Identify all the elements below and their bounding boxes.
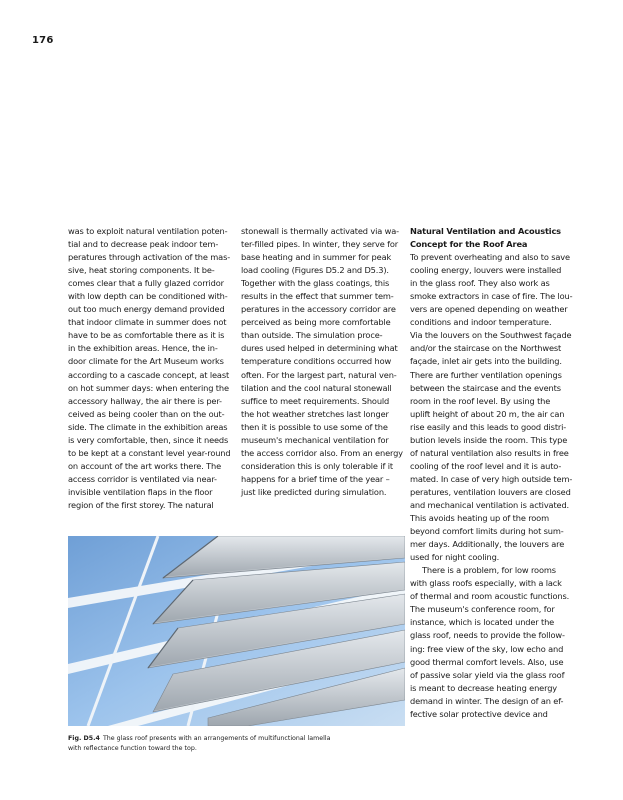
text-line: Via the louvers on the Southwest façade — [410, 330, 572, 341]
text-line: to be kept at a constant level year-round — [68, 447, 231, 458]
text-line: fective solar protective device and — [410, 708, 548, 719]
text-line: used for night cooling. — [410, 552, 500, 563]
text-line: conditions and indoor temperature. — [410, 317, 552, 328]
text-line: cooling of the roof level and it is auto- — [410, 460, 562, 471]
text-line: out too much energy demand provided — [68, 304, 225, 315]
page-number: 176 — [32, 35, 54, 46]
text-line: often. For the largest part, natural ven- — [241, 369, 397, 380]
text-line: ter-filled pipes. In winter, they serve for — [241, 239, 399, 250]
text-line: accessory hallway, the air there is per- — [68, 395, 222, 406]
text-line: To prevent overheating and also to save — [410, 252, 570, 263]
text-line: sive, heat storing components. It be- — [68, 265, 215, 276]
text-line: museum's mechanical ventilation for — [241, 434, 389, 445]
section-heading — [410, 225, 575, 251]
text-line: room in the roof level. By using the — [410, 395, 551, 406]
text-line: ceived as being cooler than on the out- — [68, 408, 225, 419]
text-line: side. The climate in the exhibition areas — [68, 421, 228, 432]
figure-caption — [68, 734, 408, 753]
text-line: façade, inlet air gets into the building. — [410, 356, 562, 367]
text-line: of passive solar yield via the glass roof — [410, 669, 565, 680]
text-line: There is a problem, for low rooms — [422, 565, 556, 576]
text-line: with glass roofs especially, with a lack — [410, 578, 562, 589]
text-line: base heating and in summer for peak — [241, 252, 392, 263]
text-line: tial and to decrease peak indoor tem- — [68, 239, 219, 250]
text-line: just like predicted during simulation. — [241, 486, 387, 497]
text-line: perceived as being more comfortable — [241, 317, 391, 328]
text-line: the hot weather stretches last longer — [241, 408, 389, 419]
text-line: good thermal comfort levels. Also, use — [410, 656, 564, 667]
text-line: is meant to decrease heating energy — [410, 682, 558, 693]
text-line: temperature conditions occurred how — [241, 356, 392, 367]
text-line: Natural Ventilation and Acoustics — [410, 226, 561, 236]
text-line: uplift height of about 20 m, the air can — [410, 408, 565, 419]
text-line: and/or the staircase on the Northwest — [410, 343, 562, 354]
text-line: smoke extractors in case of fire. The lou- — [410, 291, 573, 302]
text-line: of natural ventilation also results in free — [410, 447, 569, 458]
text-line: comes clear that a fully glazed corridor — [68, 278, 224, 289]
text-line: door climate for the Art Museum works — [68, 356, 224, 367]
text-line: suffice to meet requirements. Should — [241, 395, 390, 406]
text-line: with low depth can be conditioned with- — [68, 291, 228, 302]
text-line: There are further ventilation openings — [410, 369, 562, 380]
text-line: rise easily and this leads to good distri- — [410, 421, 567, 432]
text-line: and mechanical ventilation is activated. — [410, 499, 570, 510]
text-line: instance, which is located under the — [410, 617, 555, 628]
text-line: bution levels inside the room. This type — [410, 434, 568, 445]
text-line: The museum's conference room, for — [410, 604, 555, 615]
figure-label: Fig. D5.4 — [68, 735, 100, 742]
text-line: that indoor climate in summer does not — [68, 317, 227, 328]
caption-text: The glass roof presents with an arrangements of multifunctional lamella — [102, 735, 331, 742]
text-line: in the glass roof. They also work as — [410, 278, 550, 289]
text-column-2 — [241, 225, 405, 499]
text-line: peratures through activation of the mas- — [68, 252, 231, 263]
text-line: load cooling (Figures D5.2 and D5.3). — [241, 265, 389, 276]
text-line: results in the effect that summer tem- — [241, 291, 394, 302]
glass-roof-photo — [68, 536, 405, 726]
text-line: Concept for the Roof Area — [410, 239, 528, 250]
text-line: access corridor is ventilated via near- — [68, 473, 217, 484]
text-column-3 — [410, 225, 575, 721]
text-line: in the exhibition areas. Hence, the in- — [68, 343, 218, 354]
text-line: Together with the glass coatings, this — [241, 278, 390, 289]
text-line: demand in winter. The design of an ef- — [410, 695, 564, 706]
text-line: of thermal and room acoustic functions. — [410, 591, 570, 602]
text-line: region of the first storey. The natural — [68, 499, 214, 510]
text-line: cooling energy, louvers were installed — [410, 265, 562, 276]
text-line: happens for a brief time of the year – — [241, 473, 390, 484]
text-line: according to a cascade concept, at least — [68, 369, 230, 380]
text-line: on account of the art works there. The — [68, 460, 222, 471]
text-line: between the staircase and the events — [410, 382, 561, 393]
caption-text-line2: with reflectance function toward the top. — [68, 744, 197, 752]
text-line: ing: free view of the sky, low echo and — [410, 643, 564, 654]
text-line: dures used helped in determining what — [241, 343, 398, 354]
text-line: was to exploit natural ventilation poten- — [68, 226, 228, 236]
text-line: have to be as comfortable there as it is — [68, 330, 225, 341]
text-line: mated. In case of very high outside tem- — [410, 473, 573, 484]
text-line: then it is possible to use some of the — [241, 421, 388, 432]
text-line: is very comfortable, then, since it needs — [68, 434, 229, 445]
text-line: This avoids heating up of the room — [410, 513, 549, 524]
text-line: on hot summer days: when entering the — [68, 382, 229, 393]
text-line: mer days. Additionally, the louvers are — [410, 539, 565, 550]
text-line: invisible ventilation flaps in the floor — [68, 486, 213, 497]
text-line: glass roof, needs to provide the follow- — [410, 630, 565, 641]
text-column-1 — [68, 225, 236, 512]
text-line: peratures in the accessory corridor are — [241, 304, 396, 315]
text-line: beyond comfort limits during hot sum- — [410, 526, 564, 537]
text-line: vers are opened depending on weather — [410, 304, 568, 315]
text-line: consideration this is only tolerable if it — [241, 460, 393, 471]
text-line: the access corridor also. From an energy — [241, 447, 403, 458]
text-line: stonewall is thermally activated via wa- — [241, 226, 399, 236]
text-line: than outside. The simulation proce- — [241, 330, 383, 341]
text-line: peratures, ventilation louvers are closed — [410, 486, 571, 497]
text-line: tilation and the cool natural stonewall — [241, 382, 392, 393]
